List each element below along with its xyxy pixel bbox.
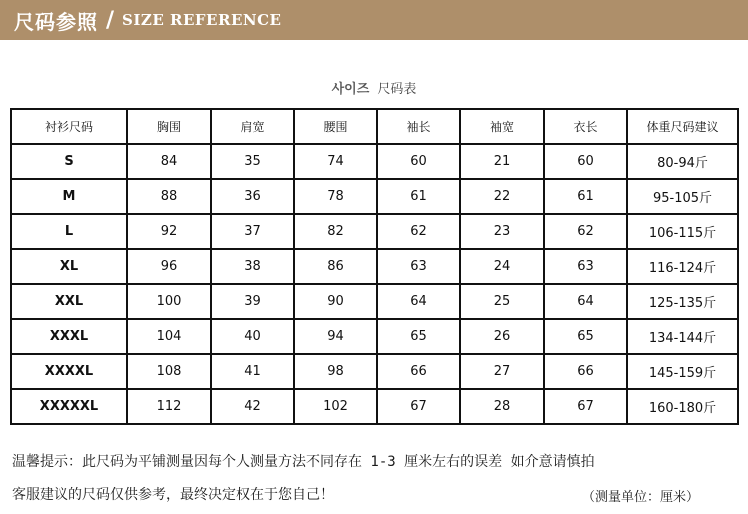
table-cell: 60 — [377, 144, 460, 179]
column-header: 胸围 — [127, 109, 211, 144]
table-row — [11, 144, 738, 179]
table-cell: 63 — [377, 249, 460, 284]
table-cell: 62 — [544, 214, 627, 249]
table-cell: 66 — [377, 354, 460, 389]
table-cell: 100 — [127, 284, 211, 319]
table-cell: 42 — [211, 389, 294, 424]
table-cell: 112 — [127, 389, 211, 424]
table-cell: 63 — [544, 249, 627, 284]
table-header-row — [11, 109, 738, 144]
tip-note-line-1: 温馨提示：此尺码为平铺测量因每个人测量方法不同存在 1-3 厘米左右的误差 如介意请慎拍 — [12, 454, 595, 470]
table-cell: 74 — [294, 144, 377, 179]
size-cell: XL — [11, 249, 127, 284]
table-cell: 61 — [377, 179, 460, 214]
table-cell: 125-135斤 — [627, 284, 738, 319]
column-header: 衬衫尺码 — [11, 109, 127, 144]
table-cell: 98 — [294, 354, 377, 389]
table-cell: 67 — [544, 389, 627, 424]
size-table — [10, 108, 739, 425]
table-row — [11, 214, 738, 249]
table-cell: 84 — [127, 144, 211, 179]
table-caption — [0, 78, 748, 97]
table-cell: 108 — [127, 354, 211, 389]
table-cell: 37 — [211, 214, 294, 249]
table-cell: 90 — [294, 284, 377, 319]
table-cell: 28 — [460, 389, 544, 424]
table-cell: 61 — [544, 179, 627, 214]
table-cell: 66 — [544, 354, 627, 389]
table-cell: 92 — [127, 214, 211, 249]
table-row — [11, 249, 738, 284]
tip-note-line-2: 客服建议的尺码仅供参考，最终决定权在于您自己！ — [12, 487, 334, 503]
table-row — [11, 284, 738, 319]
column-header: 衣长 — [544, 109, 627, 144]
size-cell: XXL — [11, 284, 127, 319]
column-header: 体重尺码建议 — [627, 109, 738, 144]
table-row — [11, 389, 738, 424]
table-row — [11, 354, 738, 389]
table-cell: 64 — [377, 284, 460, 319]
table-cell: 160-180斤 — [627, 389, 738, 424]
table-cell: 67 — [377, 389, 460, 424]
column-header: 袖宽 — [460, 109, 544, 144]
table-cell: 24 — [460, 249, 544, 284]
table-cell: 26 — [460, 319, 544, 354]
table-cell: 36 — [211, 179, 294, 214]
size-cell: L — [11, 214, 127, 249]
header-title-en: SIZE REFERENCE — [122, 11, 282, 29]
column-header: 袖长 — [377, 109, 460, 144]
header-bar — [0, 0, 748, 40]
measurement-unit-note: （测量单位：厘米） — [582, 490, 700, 505]
table-cell: 88 — [127, 179, 211, 214]
table-cell: 96 — [127, 249, 211, 284]
table-cell: 102 — [294, 389, 377, 424]
table-cell: 95-105斤 — [627, 179, 738, 214]
table-cell: 35 — [211, 144, 294, 179]
size-cell: M — [11, 179, 127, 214]
table-cell: 62 — [377, 214, 460, 249]
table-cell: 21 — [460, 144, 544, 179]
table-cell: 145-159斤 — [627, 354, 738, 389]
table-cell: 38 — [211, 249, 294, 284]
table-cell: 40 — [211, 319, 294, 354]
table-row — [11, 319, 738, 354]
table-cell: 106-115斤 — [627, 214, 738, 249]
column-header: 腰围 — [294, 109, 377, 144]
size-cell: XXXL — [11, 319, 127, 354]
table-cell: 22 — [460, 179, 544, 214]
header-separator: / — [106, 7, 115, 33]
table-cell: 64 — [544, 284, 627, 319]
table-cell: 41 — [211, 354, 294, 389]
table-row — [11, 179, 738, 214]
table-cell: 80-94斤 — [627, 144, 738, 179]
table-caption-korean: 사이즈 — [331, 82, 370, 97]
table-cell: 25 — [460, 284, 544, 319]
table-cell: 104 — [127, 319, 211, 354]
table-cell: 86 — [294, 249, 377, 284]
size-cell: S — [11, 144, 127, 179]
table-cell: 65 — [377, 319, 460, 354]
table-cell: 94 — [294, 319, 377, 354]
table-cell: 82 — [294, 214, 377, 249]
column-header: 肩宽 — [211, 109, 294, 144]
table-cell: 39 — [211, 284, 294, 319]
table-cell: 78 — [294, 179, 377, 214]
table-cell: 65 — [544, 319, 627, 354]
table-cell: 60 — [544, 144, 627, 179]
size-cell: XXXXL — [11, 354, 127, 389]
table-cell: 116-124斤 — [627, 249, 738, 284]
table-cell: 134-144斤 — [627, 319, 738, 354]
table-cell: 23 — [460, 214, 544, 249]
size-cell: XXXXXL — [11, 389, 127, 424]
header-title-cn: 尺码参照 — [14, 9, 98, 34]
table-cell: 27 — [460, 354, 544, 389]
table-caption-chinese: 尺码表 — [377, 82, 417, 97]
